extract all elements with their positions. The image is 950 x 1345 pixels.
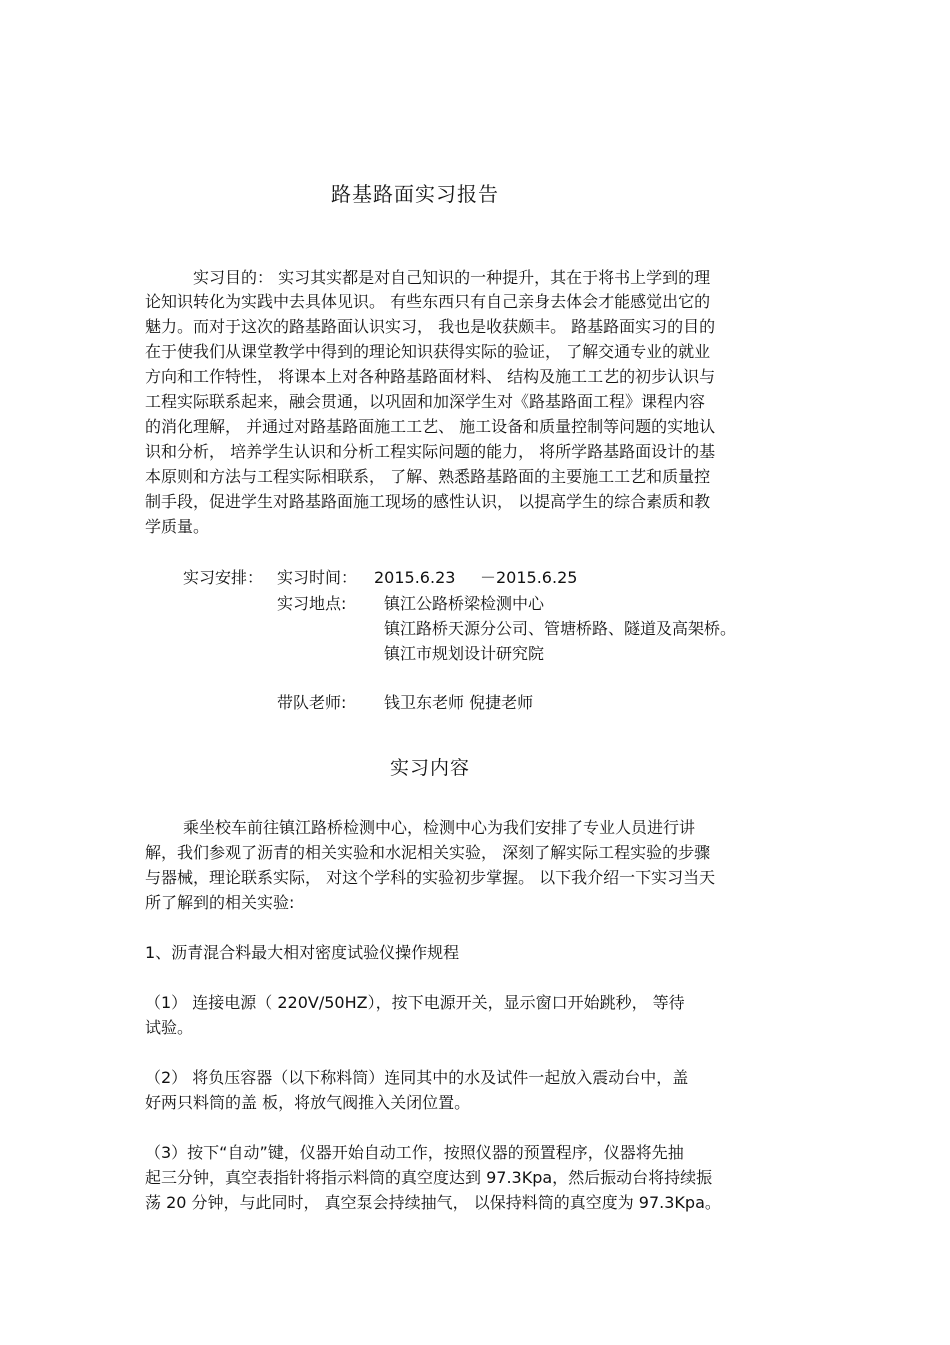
purpose-line: 制手段，促进学生对路基路面施工现场的感性认识， 以提高学生的综合素质和教: [145, 492, 711, 511]
purpose-line: 论知识转化为实践中去具体见识。 有些东西只有自己亲身去体会才能感觉出它的: [145, 292, 711, 311]
step-line: （3）按下“自动”键，仪器开始自动工作，按照仪器的预置程序，仪器将先抽: [145, 1143, 684, 1162]
content-line: 与器械，理论联系实际， 对这个学科的实验初步掌握。 以下我介绍一下实习当天: [145, 868, 716, 887]
teacher-names: 钱卫东老师 倪捷老师: [384, 693, 534, 712]
step-line: （1） 连接电源（ 220V/50HZ），按下电源开关，显示窗口开始跳秒， 等待: [145, 993, 685, 1012]
purpose-line: 本原则和方法与工程实际相联系， 了解、熟悉路基路面的主要施工工艺和质量控: [145, 467, 711, 486]
purpose-line: 在于使我们从课堂教学中得到的理论知识获得实际的验证， 了解交通专业的就业: [145, 342, 711, 361]
time-start: 2015.6.23: [374, 568, 456, 587]
content-line: 解，我们参观了沥青的相关实验和水泥相关实验， 深刻了解实际工程实验的步骤: [145, 843, 711, 862]
document-title: 路基路面实习报告: [331, 182, 499, 206]
purpose-line: 的消化理解， 并通过对路基路面施工工艺、 施工设备和质量控制等问题的实地认: [145, 417, 716, 436]
purpose-line: 工程实际联系起来，融会贯通，以巩固和加深学生对《路基路面工程》课程内容: [145, 392, 706, 411]
step-line: 起三分钟，真空表指针将指示料筒的真空度达到 97.3Kpa，然后振动台将持续振: [145, 1168, 713, 1187]
place-item: 镇江路桥天源分公司、管塘桥路、隧道及高架桥。: [384, 619, 737, 638]
purpose-line: 方向和工作特性， 将课本上对各种路基路面材料、 结构及施工工艺的初步认识与: [145, 367, 716, 386]
content-line: 所了解到的相关实验:: [145, 893, 295, 912]
place-label: 实习地点:: [277, 594, 347, 613]
purpose-line: 实习目的： 实习其实都是对自己知识的一种提升，其在于将书上学到的理: [193, 268, 711, 287]
teacher-label: 带队老师:: [277, 693, 347, 712]
purpose-line: 魅力。而对于这次的路基路面认识实习， 我也是收获颇丰。 路基路面实习的目的: [145, 317, 716, 336]
content-section-title: 实习内容: [389, 757, 470, 779]
time-end: －2015.6.25: [480, 568, 578, 587]
step-line: 好两只料筒的盖 板，将放气阀推入关闭位置。: [145, 1093, 471, 1112]
arrangement-label: 实习安排：: [183, 568, 264, 587]
step-line: 荡 20 分钟，与此同时， 真空泵会持续抽气， 以保持料筒的真空度为 97.3Kpa。: [145, 1193, 721, 1212]
purpose-line: 学质量。: [145, 517, 210, 536]
step-line: 试验。: [145, 1018, 194, 1037]
place-item: 镇江市规划设计研究院: [384, 644, 545, 663]
content-line: 乘坐校车前往镇江路桥检测中心，检测中心为我们安排了专业人员进行讲: [183, 818, 696, 837]
place-item: 镇江公路桥梁检测中心: [384, 594, 545, 613]
step-line: （2） 将负压容器（以下称料筒）连同其中的水及试件一起放入震动台中，盖: [145, 1068, 689, 1087]
subsection-heading: 1、沥青混合料最大相对密度试验仪操作规程: [145, 943, 460, 962]
purpose-line: 识和分析， 培养学生认识和分析工程实际问题的能力， 将所学路基路面设计的基: [145, 442, 716, 461]
time-label: 实习时间：: [277, 568, 358, 587]
